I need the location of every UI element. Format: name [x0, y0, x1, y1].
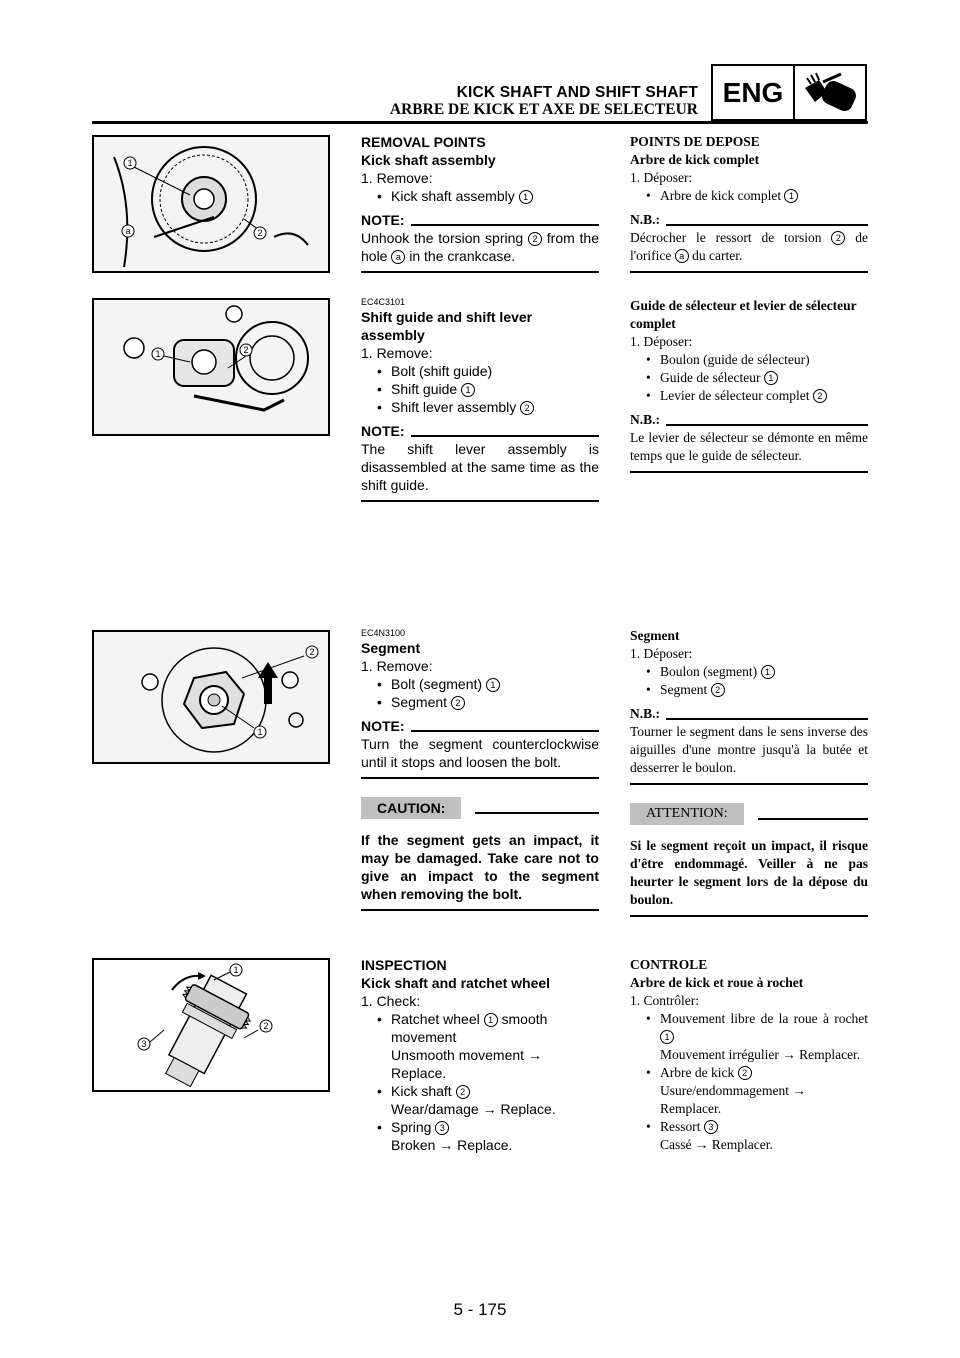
sec3-fr-note: Tourner le segment dans le sens inverse des aiguilles d'une montre jusqu'à la butée et desserrer le boulon.: [630, 724, 868, 775]
sec3-en-step: 1. Remove:: [361, 658, 433, 674]
sec4-fr-subheading: Arbre de kick et roue à rochet: [630, 975, 804, 990]
sec2-fr-note: Le levier de sélecteur se démonte en même temps que le guide de sélecteur.: [630, 430, 868, 463]
sec2-en-step: 1. Remove:: [361, 345, 433, 361]
fig1-callout-2: 2: [257, 228, 263, 238]
sec1-en-note-head: NOTE:: [361, 211, 599, 229]
sec3-fr-caution-head: ATTENTION:: [630, 803, 868, 825]
sec3-fr-note-head: N.B.:: [630, 705, 868, 723]
sec3-en-heading: Segment: [361, 640, 421, 656]
sec2-fr-item3: • Levier de sélecteur complet 2: [630, 387, 868, 405]
sec3-fr-item1: • Boulon (segment) 1: [630, 663, 868, 681]
sec4-fr-item2-result: Usure/endommagement → Remplacer.: [660, 1083, 806, 1116]
sec4-fr-heading: CONTROLE: [630, 957, 708, 972]
fig1-callout-a: a: [125, 226, 131, 236]
sec3-en-caution-endrule: [361, 909, 599, 911]
sec2-en-note-head: NOTE:: [361, 422, 599, 440]
sec2-en-note: The shift lever assembly is disassembled at the same time as the shift guide.: [361, 441, 599, 493]
fig4-callout-3: 3: [141, 1039, 147, 1049]
sec1-en-subheading: Kick shaft assembly: [361, 152, 496, 168]
sec4-en-heading: INSPECTION: [361, 957, 447, 973]
engine-icon: [795, 66, 865, 119]
figure-shift-guide: [92, 298, 330, 436]
fig2-callout-1: 1: [155, 349, 161, 359]
sec4-fr: [630, 956, 868, 1154]
sec1-en: [361, 133, 599, 273]
badge-label: ENG: [713, 66, 795, 119]
sec3-fr-item2: • Segment 2: [630, 681, 868, 699]
sec3-fr: [630, 627, 868, 917]
sec3-fr-caution-endrule: [630, 915, 868, 917]
header-title-fr: ARBRE DE KICK ET AXE DE SELECTEUR: [389, 101, 698, 118]
sec3-en-code: EC4N3100: [361, 628, 406, 638]
sec4-en-item3-result: Broken → Replace.: [391, 1137, 513, 1153]
sec1-fr-heading: POINTS DE DEPOSE: [630, 134, 760, 149]
sec4-en-item1-result: Unsmooth movement → Replace.: [391, 1047, 542, 1081]
sec2-fr-item2: • Guide de sélecteur 1: [630, 369, 868, 387]
sec1-en-heading: REMOVAL POINTS: [361, 134, 486, 150]
sec4-en-item2: • Kick shaft 2: [361, 1082, 599, 1100]
sec1-en-step: 1. Remove:: [361, 170, 433, 186]
sec2-fr-item1: • Boulon (guide de sélecteur): [646, 352, 810, 367]
sec1-fr: [630, 133, 868, 273]
figure-kick-shaft-removal: [92, 135, 330, 273]
sec1-fr-note-head: N.B.:: [630, 211, 868, 229]
sec2-fr-endrule: [630, 471, 868, 473]
sec2-fr-heading: Guide de sélecteur et levier de sélecteur complet: [630, 298, 857, 331]
sec2-en-item3: • Shift lever assembly 2: [361, 398, 599, 416]
fig4-callout-2: 2: [263, 1021, 269, 1031]
header-rule: [92, 121, 868, 124]
callout-number: 1: [519, 190, 533, 204]
sec3-en-note: Turn the segment counterclockwise until it stops and loosen the bolt.: [361, 736, 599, 770]
sec3-en-note-head: NOTE:: [361, 717, 599, 735]
figure-kick-shaft-inspection: [92, 958, 330, 1092]
sec2-en-endrule: [361, 500, 599, 502]
sec2-fr-note-head: N.B.:: [630, 411, 868, 429]
sec4-en: [361, 956, 599, 1154]
sec1-en-item1: • Kick shaft assembly 1: [361, 187, 599, 205]
sec4-en-item2-result: Wear/damage → Replace.: [391, 1101, 556, 1117]
sec1-fr-note: Décrocher le ressort de torsion 2 de l'orifice a du carter.: [630, 230, 868, 263]
sec3-fr-heading: Segment: [630, 628, 680, 643]
sec1-en-note: Unhook the torsion spring 2 from the hole a in the crankcase.: [361, 230, 600, 264]
sec2-fr-step: 1. Déposer:: [630, 334, 693, 349]
sec4-fr-item1: • Mouvement libre de la roue à rochet 1: [646, 1011, 868, 1042]
sec4-fr-item2: • Arbre de kick 2: [630, 1064, 868, 1082]
sec2-en-item1: • Bolt (shift guide): [377, 363, 493, 379]
sec1-fr-endrule: [630, 271, 868, 273]
sec2-fr: [630, 297, 868, 473]
sec1-en-endrule: [361, 271, 599, 273]
sec4-en-item3: • Spring 3: [361, 1118, 599, 1136]
sec3-fr-step: 1. Déposer:: [630, 646, 693, 661]
sec3-fr-caution: Si le segment reçoit un impact, il risque d'être endommagé. Veiller à ne pas heurter le segment lors de la dépose du boulon.: [630, 838, 868, 907]
sec1-fr-subheading: Arbre de kick complet: [630, 152, 760, 167]
fig3-callout-2: 2: [309, 647, 315, 657]
sec4-en-subheading: Kick shaft and ratchet wheel: [361, 975, 551, 991]
sec3-en-item1: • Bolt (segment) 1: [361, 675, 599, 693]
fig2-callout-2: 2: [243, 345, 249, 355]
sec2-en-code: EC4C3101: [361, 297, 406, 307]
sec4-en-item1: • Ratchet wheel 1 smooth movement: [377, 1011, 548, 1045]
sec1-fr-item1: • Arbre de kick complet 1: [630, 187, 868, 205]
sec1-fr-step: 1. Déposer:: [630, 170, 693, 185]
sec2-en-heading: Shift guide and shift lever assembly: [361, 309, 533, 343]
sec4-en-step: 1. Check:: [361, 993, 421, 1009]
sec3-fr-endrule: [630, 783, 868, 785]
section-badge: [711, 64, 867, 121]
sec3-en: [361, 628, 599, 911]
sec4-fr-item1-result: Mouvement irrégulier → Remplacer.: [660, 1047, 861, 1062]
sec2-en: [361, 297, 599, 502]
sec4-fr-step: 1. Contrôler:: [630, 993, 699, 1008]
page-number: 5 - 175: [453, 1300, 507, 1319]
sec3-en-item2: • Segment 2: [361, 693, 599, 711]
figure-segment: [92, 630, 330, 764]
sec3-en-caution: If the segment gets an impact, it may be damaged. Take care not to give an impact to the segment when removing the bolt.: [361, 832, 599, 902]
fig4-callout-1: 1: [233, 965, 239, 975]
sec3-en-endrule: [361, 777, 599, 779]
fig1-callout-1: 1: [127, 158, 133, 168]
sec4-fr-item3: • Ressort 3: [630, 1118, 868, 1136]
sec2-en-item2: • Shift guide 1: [361, 380, 599, 398]
fig3-callout-1: 1: [257, 727, 263, 737]
header-title-en: KICK SHAFT AND SHIFT SHAFT: [456, 84, 698, 101]
sec3-en-caution-head: CAUTION:: [361, 797, 599, 819]
sec4-fr-item3-result: Cassé → Remplacer.: [660, 1137, 773, 1152]
